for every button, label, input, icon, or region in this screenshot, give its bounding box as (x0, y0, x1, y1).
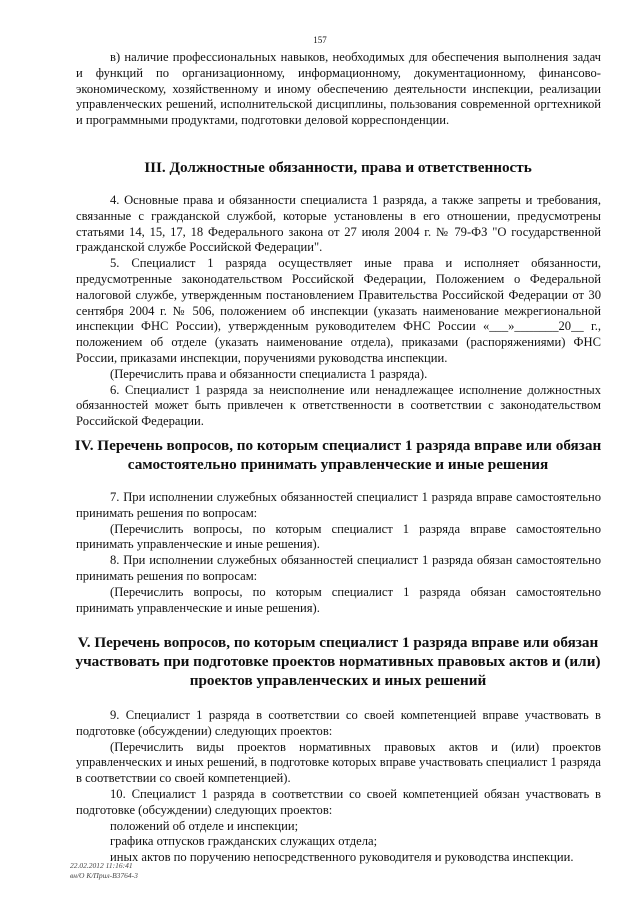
section-4-heading (58, 436, 618, 474)
paragraph-9-note: (Перечислить виды проектов нормативных правовых актов и (или) проектов управленческих и иных решений, в подготовке которых вправе участвовать специалист 1 разряда в соответствии со своей компетенцией). (76, 739, 601, 786)
document-code: вн/О К/Прил-В3764-3 (70, 871, 138, 880)
section-4-heading-line1: IV. Перечень вопросов, по которым специалист 1 разряда вправе или обязан (74, 437, 602, 454)
list-item-other-acts: иных актов по поручению непосредственного руководителя и руководства инспекции. (110, 850, 574, 865)
paragraph-7-note: (Перечислить вопросы, по которым специалист 1 разряда вправе самостоятельно принимать управленческие и иные решения). (76, 521, 601, 552)
print-footer (70, 861, 138, 881)
paragraph-8: 8. При исполнении служебных обязанностей специалист 1 разряда обязан самостоятельно принимать решения по вопросам: (76, 553, 601, 583)
section-5-heading-line3: проектов управленческих и иных решений (189, 672, 487, 689)
section-5-heading-line1: V. Перечень вопросов, по которым специалист 1 разряда вправе или обязан (77, 634, 599, 651)
section-4-heading-line2: самостоятельно принимать управленческие и иные решения (127, 456, 549, 473)
paragraph-5: 5. Специалист 1 разряда осуществляет иные права и исполняет обязанности, предусмотренные законодательством Российской Федерации, Положением о Федеральной налоговой службе, утвержденным постановлением Правительства Российской Федерации от 30 сентября 2004 г. № 506, положением об инспекции (указать наименование межрегиональной инспекции ФНС России), утвержденным руководителем ФНС России «___»_______20__ г., положением об отделе (указать наименование отдела), приказами (распоряжениями) ФНС России, приказами инспекции, поручениями руководства инспекции. (76, 256, 601, 365)
paragraph-9: 9. Специалист 1 разряда в соответствии со своей компетенцией вправе участвовать в подготовке (обсуждении) следующих проектов: (76, 708, 601, 738)
paragraph-10: 10. Специалист 1 разряда в соответствии со своей компетенцией обязан участвовать в подготовке (обсуждении) следующих проектов: (76, 786, 601, 817)
section-3-text (76, 193, 601, 430)
section-5-text (76, 708, 601, 866)
print-timestamp: 22.02.2012 11:16:41 (70, 861, 133, 870)
section-4-text (76, 490, 601, 616)
paragraph-5-note: (Перечислить права и обязанности специалиста 1 разряда). (110, 366, 428, 381)
paragraph-7: 7. При исполнении служебных обязанностей специалист 1 разряда вправе самостоятельно принимать решения по вопросам: (76, 490, 601, 520)
paragraph-4: 4. Основные права и обязанности специалиста 1 разряда, а также запреты и требования, связанные с гражданской службой, которые установлены в его отношении, предусмотрены статьями 14, 15, 17, 18 Федерального закона от 27 июля 2004 г. № 79-ФЗ "О государственной гражданской службе Российской Федерации". (76, 193, 601, 255)
section-5-heading-line2: участвовать при подготовке проектов нормативных правовых актов и (или) (75, 653, 601, 670)
paragraph-6: 6. Специалист 1 разряда за неисполнение или ненадлежащее исполнение должностных обязанностей может быть привлечен к ответственности в соответствии с законодательством Российской Федерации. (76, 382, 601, 429)
paragraph-8-note: (Перечислить вопросы, по которым специалист 1 разряда обязан самостоятельно принимать управленческие и иные решения). (76, 584, 601, 615)
section-top-text (76, 50, 601, 129)
paragraph-v: в) наличие профессиональных навыков, необходимых для обеспечения выполнения задач и функций по организационному, информационному, документационному, финансово-экономическому, хозяйственному и иному обеспечению деятельности инспекции, реализации управленческих решений, исполнительской дисциплины, пользования современной оргтехникой и программными продуктами, подготовки деловой корреспонденции. (76, 50, 601, 128)
list-item-vacation-schedule: графика отпусков гражданских служащих отдела; (110, 834, 378, 849)
section-5-heading (58, 633, 618, 690)
page-number: 157 (313, 35, 327, 45)
section-3-heading: III. Должностные обязанности, права и ответственность (144, 159, 532, 176)
list-item-provisions: положений об отделе и инспекции; (110, 818, 299, 833)
